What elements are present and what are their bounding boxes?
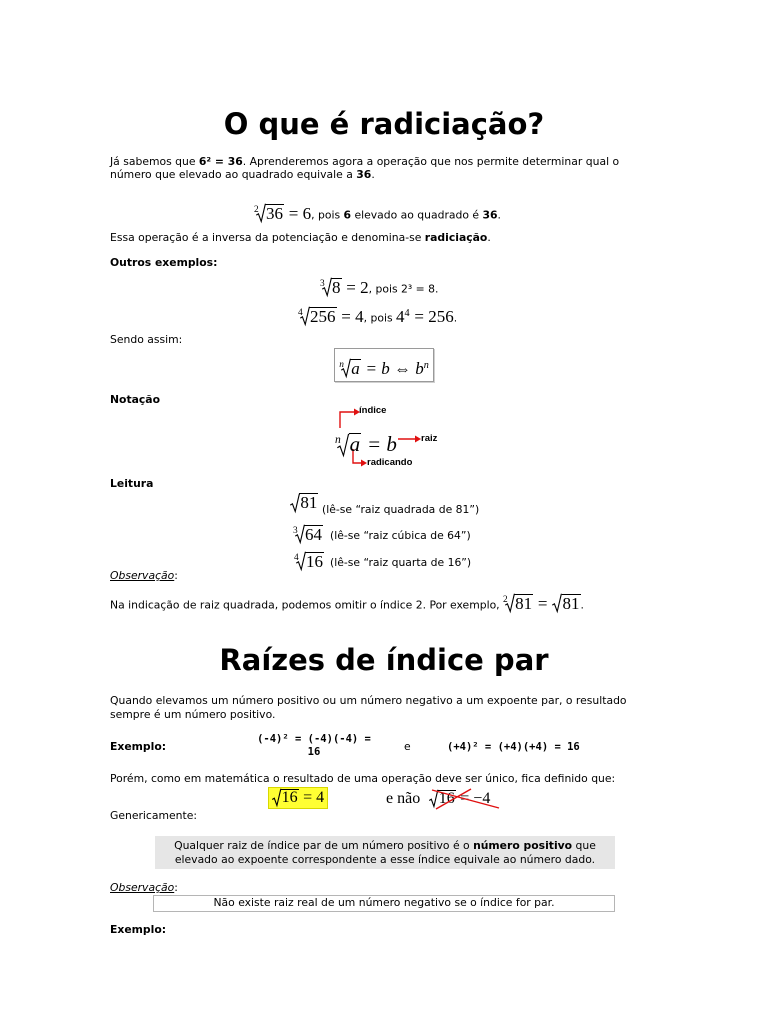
definition-lead: Sendo assim: bbox=[110, 333, 183, 346]
observation-box: Não existe raiz real de um número negativo se o índice for par. bbox=[153, 895, 615, 912]
radical bbox=[552, 593, 580, 615]
formula-result: = 4 bbox=[341, 306, 364, 326]
explanation-text: elevado ao quadrado é bbox=[351, 208, 483, 222]
radical-sign-icon bbox=[552, 594, 561, 612]
radicand: 256 bbox=[310, 306, 336, 326]
notation-label-radicand: radicando bbox=[367, 457, 413, 468]
power-formula bbox=[396, 307, 454, 326]
radicand: 81 bbox=[300, 493, 318, 512]
equals-sign: = bbox=[537, 593, 548, 613]
radical bbox=[335, 427, 361, 457]
explanation-bold: 6 bbox=[343, 208, 352, 222]
positive-square-example: (+4)² = (+4)(+4) = 16 bbox=[447, 741, 580, 753]
not-conjunction: e não bbox=[386, 790, 421, 807]
root-index: n bbox=[339, 360, 344, 370]
example-explanation: , pois 2³ = 8. bbox=[368, 282, 439, 296]
observation-colon: : bbox=[174, 881, 178, 894]
generic-rule-box bbox=[155, 836, 615, 869]
intro-text: . Aprenderemos agora a operação que nos permite determinar qual o bbox=[242, 155, 620, 168]
generic-rule-line-1 bbox=[155, 839, 615, 853]
formula-result: = b bbox=[367, 432, 397, 457]
intro-text: número que elevado ao quadrado equivale a bbox=[110, 168, 357, 181]
power-base: 4 bbox=[396, 306, 405, 326]
intro-text: Já sabemos que bbox=[110, 155, 199, 168]
definition-equivalence: = b ⇔ b bbox=[365, 358, 424, 378]
observation-colon: : bbox=[174, 569, 178, 582]
explanation-text: , pois bbox=[311, 208, 344, 222]
radicand: 8 bbox=[332, 277, 341, 297]
intro-text: . bbox=[371, 168, 375, 181]
reading-text: (lê-se “raiz cúbica de 64”) bbox=[330, 529, 471, 542]
reading-formula bbox=[290, 492, 318, 514]
other-example-row bbox=[320, 273, 438, 301]
correct-formula bbox=[272, 789, 324, 806]
power-result: = 256 bbox=[414, 306, 454, 326]
example-label: Exemplo: bbox=[110, 740, 167, 753]
radical bbox=[503, 589, 533, 615]
notation-label-index: índice bbox=[359, 405, 387, 416]
radical bbox=[298, 302, 337, 328]
radical bbox=[294, 547, 324, 573]
radical bbox=[339, 349, 361, 385]
reading-formula bbox=[294, 547, 324, 573]
highlighted-correct-formula bbox=[268, 787, 328, 809]
radical bbox=[254, 199, 284, 225]
radiciacao-term: radiciação bbox=[424, 231, 488, 244]
observation-word: Observação bbox=[110, 881, 175, 894]
radicand: 16 bbox=[281, 789, 298, 806]
reading-text: (lê-se “raiz quarta de 16”) bbox=[330, 556, 472, 569]
main-example-explanation bbox=[311, 209, 501, 222]
root-index: 4 bbox=[298, 308, 303, 318]
formula-result: = 2 bbox=[346, 277, 369, 297]
root-index: 4 bbox=[294, 553, 299, 563]
definition-exponent: n bbox=[423, 359, 429, 371]
generic-rule-line-2: elevado ao expoente correspondente a esse índice equivale ao número dado. bbox=[174, 852, 596, 866]
radicand: 36 bbox=[266, 203, 284, 223]
example-conjunction: e bbox=[404, 740, 411, 753]
power-exponent: 4 bbox=[404, 307, 410, 319]
intro-line-2 bbox=[110, 168, 375, 182]
inverse-text: . bbox=[487, 231, 491, 244]
even-index-paragraph-line-2: sempre é um número positivo. bbox=[110, 708, 276, 721]
definition-box bbox=[334, 348, 434, 382]
cube-root-formula bbox=[320, 278, 369, 297]
generic-rule-text: Qualquer raiz de índice par de um número positivo é o bbox=[174, 839, 474, 852]
definition-formula bbox=[339, 359, 429, 378]
radical bbox=[320, 273, 342, 299]
radical bbox=[272, 788, 299, 808]
observation-word: Observação bbox=[110, 569, 175, 582]
root-index: 2 bbox=[254, 205, 259, 215]
example-end: . bbox=[453, 311, 458, 325]
root-index: n bbox=[335, 434, 341, 446]
root-index: 3 bbox=[320, 279, 325, 289]
radicand: 81 bbox=[562, 593, 580, 613]
inverse-text: Essa operação é a inversa da potenciação e denomina-se bbox=[110, 231, 425, 244]
root-index: 2 bbox=[503, 595, 508, 605]
notation-label-root: raiz bbox=[421, 433, 438, 444]
radicand: 16 bbox=[438, 790, 455, 807]
root-index: 3 bbox=[293, 526, 298, 536]
fourth-root-formula bbox=[298, 307, 364, 326]
intro-bold-number: 36 bbox=[356, 168, 372, 181]
explanation-text: . bbox=[497, 208, 501, 222]
radicand: a bbox=[349, 432, 361, 457]
radicand: 81 bbox=[515, 593, 533, 613]
rule-lead: Porém, como em matemática o resultado de uma operação deve ser único, fica definido que: bbox=[110, 772, 616, 785]
example-label: Exemplo: bbox=[110, 923, 167, 936]
radicand: 64 bbox=[305, 524, 323, 544]
radicand: 16 bbox=[306, 551, 324, 571]
negative-square-line-1: (-4)² = (-4)(-4) = bbox=[257, 733, 371, 745]
inverse-sentence bbox=[110, 231, 491, 245]
radicand: a bbox=[351, 358, 360, 378]
notation-formula bbox=[335, 427, 397, 457]
explanation-bold: 36 bbox=[482, 208, 498, 222]
index-arrow bbox=[340, 412, 355, 428]
negative-square-example bbox=[252, 733, 376, 758]
negative-square-line-2: 16 bbox=[307, 745, 321, 758]
main-root-formula bbox=[254, 204, 311, 223]
radical bbox=[290, 492, 318, 514]
observation-label bbox=[110, 881, 178, 895]
formula-result: = −4 bbox=[460, 790, 491, 807]
intro-line-1 bbox=[110, 155, 619, 169]
observation-label bbox=[110, 569, 178, 583]
page-title: O que é radiciação? bbox=[223, 107, 545, 141]
notation-heading: Notação bbox=[110, 393, 161, 406]
positive-number-term: número positivo bbox=[473, 839, 573, 852]
radical bbox=[293, 520, 323, 546]
generic-lead: Genericamente: bbox=[110, 809, 198, 822]
main-example-row bbox=[254, 199, 501, 227]
even-index-paragraph-line-1: Quando elevamos um número positivo ou um número negativo a um expoente par, o resultado bbox=[110, 694, 627, 707]
formula-result: = 6 bbox=[288, 203, 312, 223]
generic-rule-text: que bbox=[572, 839, 596, 852]
formula-result: = 4 bbox=[303, 789, 325, 806]
example-explanation: , pois bbox=[363, 311, 397, 325]
omit-index-row bbox=[110, 589, 584, 617]
radical-sign-icon bbox=[290, 494, 299, 512]
reading-heading: Leitura bbox=[110, 477, 154, 490]
reading-formula bbox=[293, 520, 323, 546]
intro-bold-equation: 6² = 36 bbox=[198, 155, 243, 168]
strike-cross-icon bbox=[426, 784, 506, 814]
omit-index-formula bbox=[503, 594, 580, 613]
other-example-row bbox=[298, 302, 457, 330]
omit-index-text: Na indicação de raiz quadrada, podemos omitir o índice 2. Por exemplo, bbox=[110, 598, 504, 612]
omit-index-end: . bbox=[580, 598, 584, 612]
radical-sign-icon bbox=[272, 789, 281, 806]
reading-text: (lê-se “raiz quadrada de 81”) bbox=[322, 503, 480, 516]
other-examples-heading: Outros exemplos: bbox=[110, 256, 218, 269]
section-title: Raízes de índice par bbox=[219, 643, 549, 677]
